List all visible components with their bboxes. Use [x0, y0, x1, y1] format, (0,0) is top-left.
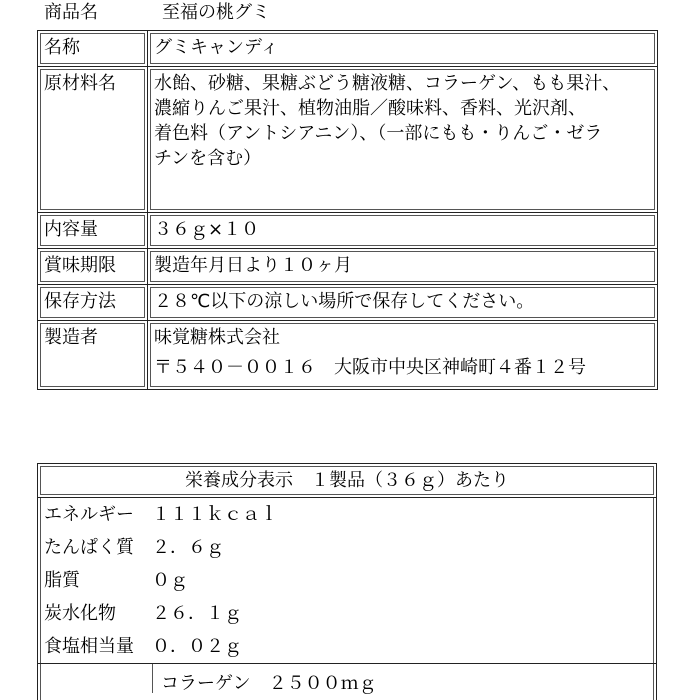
nutrition-value: ０．０２ｇ [152, 636, 242, 657]
collagen-value: コラーゲン ２５００ｍｇ [161, 673, 377, 694]
nutrition-row [38, 564, 657, 597]
spec-label-storage: 保存方法 [38, 285, 148, 321]
nutrition-value: ０ｇ [152, 570, 188, 591]
ingredients-line: 水飴、砂糖、果糖ぶどう糖液糖、コラーゲン、もも果汁、 [154, 73, 621, 94]
spec-label-capacity: 内容量 [38, 213, 148, 249]
nutrition-row [38, 630, 657, 664]
spec-value-best-before: 製造年月日より１０ヶ月 [148, 249, 658, 285]
spec-row-best-before [38, 249, 658, 285]
spec-row-manufacturer [38, 321, 658, 390]
nutrition-row [38, 498, 657, 532]
nutrition-facts-table [37, 463, 657, 700]
nutrition-label: 食塩相当量 [44, 636, 134, 657]
product-name-value: 至福の桃グミ [162, 2, 270, 23]
nutrition-value: １１１ｋｃａｌ [152, 504, 278, 525]
spec-row-capacity [38, 213, 658, 249]
ingredients-line: 濃縮りんご果汁、植物油脂／酸味料、香料、光沢剤、 [154, 98, 586, 119]
product-spec-table [37, 30, 658, 390]
nutrition-label: たんぱく質 [44, 537, 134, 558]
spec-row-ingredients [38, 67, 658, 213]
product-name-row [44, 2, 270, 24]
ingredients-line: チンを含む） [154, 148, 262, 169]
spec-row-storage [38, 285, 658, 321]
ingredients-line: 着色料（アントシアニン）、（一部にもも・りんご・ゼラ [154, 123, 603, 144]
spec-label-best-before: 賞味期限 [38, 249, 148, 285]
spec-value-name: グミキャンディ [148, 31, 658, 67]
spec-value-manufacturer [148, 321, 658, 390]
spec-value-ingredients [148, 67, 658, 213]
product-name-label: 商品名 [44, 2, 98, 23]
nutrition-label: 炭水化物 [44, 603, 116, 624]
spec-value-storage: ２８℃以下の涼しい場所で保存してください。 [148, 285, 658, 321]
nutrition-row [38, 531, 657, 564]
spec-value-capacity: ３６ｇ×１０ [148, 213, 658, 249]
nutrition-row-collagen [38, 664, 657, 700]
spec-label-name: 名称 [38, 31, 148, 67]
nutrition-value: ２６．１ｇ [152, 603, 242, 624]
nutrition-header: 栄養成分表示 １製品（３６ｇ）あたり [38, 464, 657, 498]
nutrition-row [38, 597, 657, 630]
collagen-label [44, 664, 153, 693]
nutrition-label: 脂質 [44, 570, 80, 591]
nutrition-label: エネルギー [44, 504, 134, 525]
spec-label-manufacturer: 製造者 [38, 321, 148, 390]
spec-row-name [38, 31, 658, 67]
manufacturer-address: 〒５４０－００１６ 大阪市中央区神崎町４番１２号 [154, 357, 586, 378]
nutrition-value: ２．６ｇ [152, 537, 224, 558]
spec-label-ingredients: 原材料名 [38, 67, 148, 213]
manufacturer-company: 味覚糖株式会社 [154, 327, 280, 348]
nutrition-header-row [38, 464, 657, 498]
